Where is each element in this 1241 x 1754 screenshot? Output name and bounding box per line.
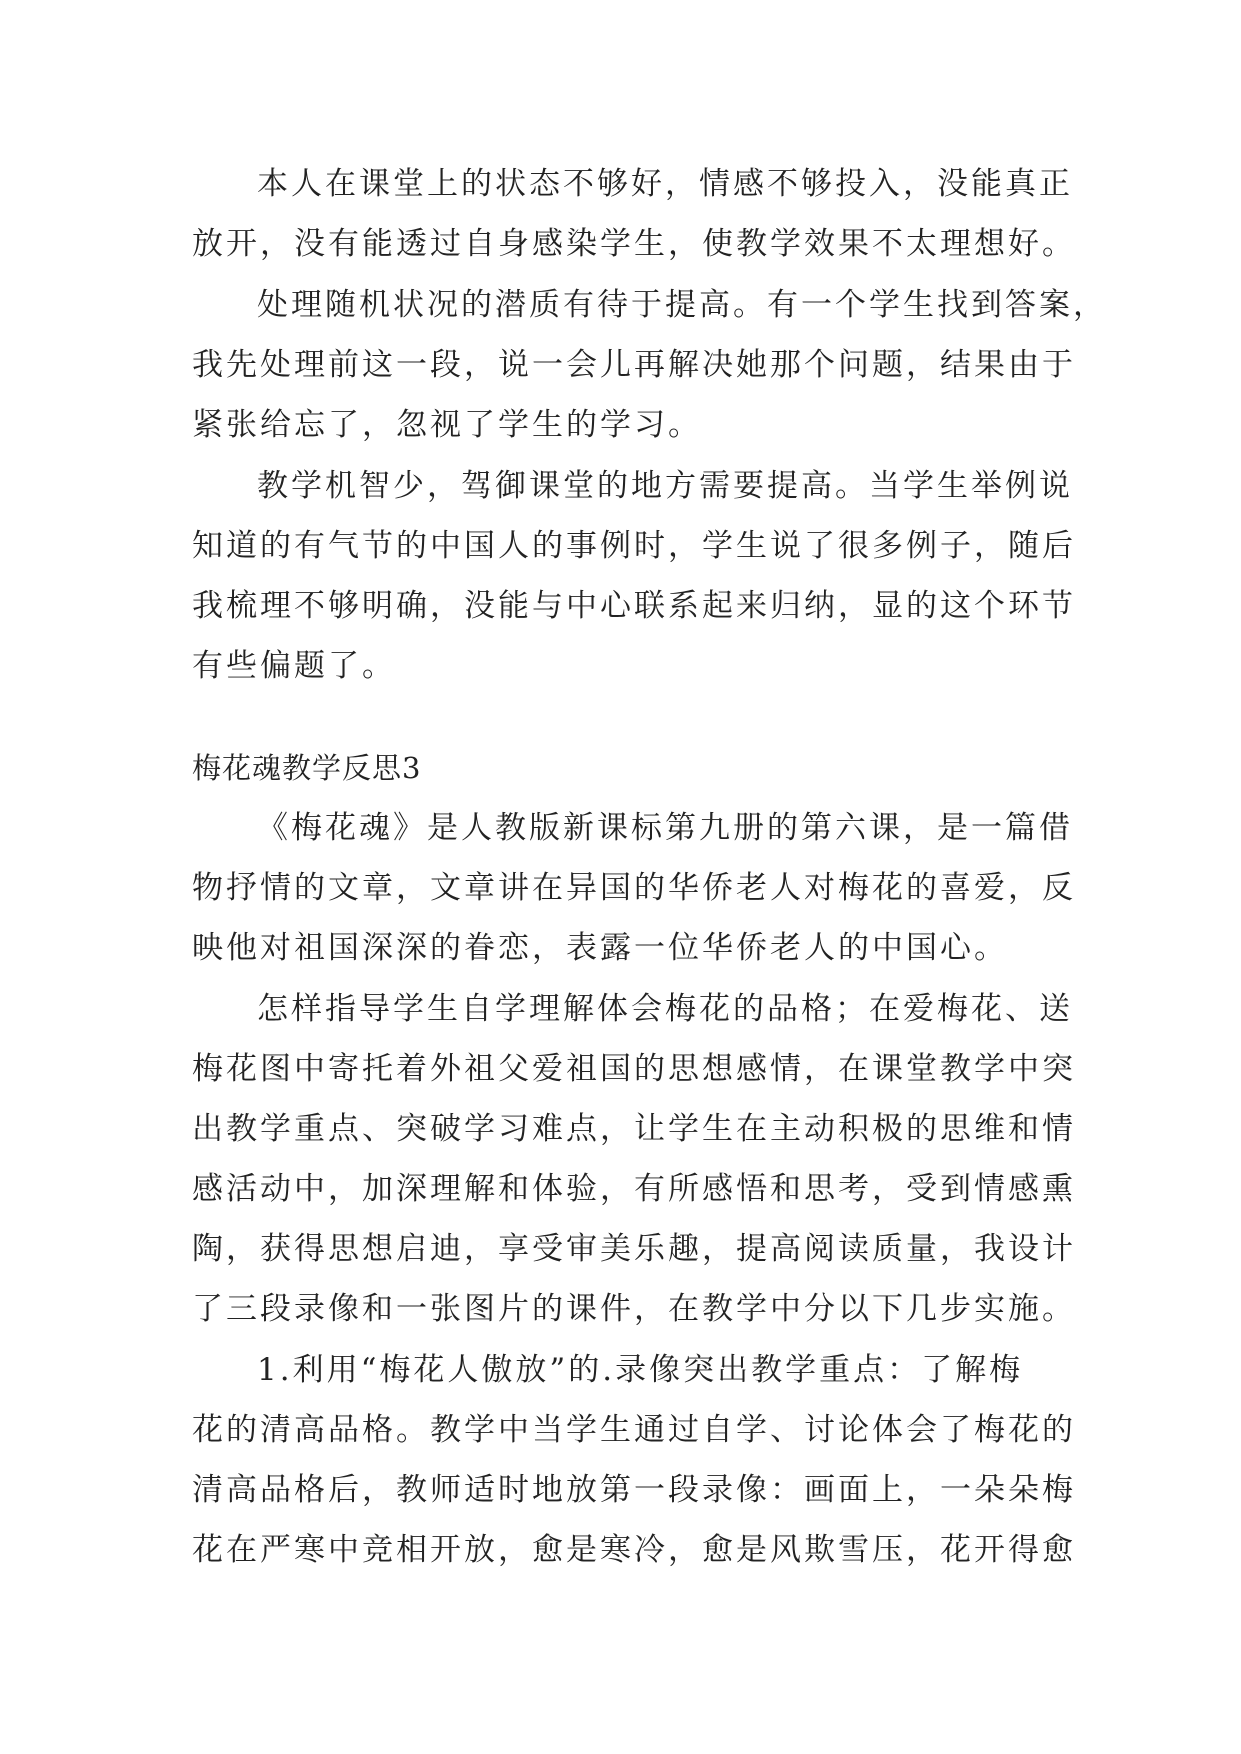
paragraph-line: 放开，没有能透过自身感染学生，使教学效果不太理想好。 — [192, 226, 1076, 262]
paragraph-line: 有些偏题了。 — [192, 648, 396, 684]
paragraph-line: 花在严寒中竞相开放，愈是寒冷，愈是风欺雪压，花开得愈 — [192, 1532, 1076, 1568]
paragraph-line: 花的清高品格。教学中当学生通过自学、讨论体会了梅花的 — [192, 1412, 1076, 1448]
paragraph-line: 清高品格后，教师适时地放第一段录像：画面上，一朵朵梅 — [192, 1472, 1076, 1508]
paragraph-line: 梅花图中寄托着外祖父爱祖国的思想感情，在课堂教学中突 — [192, 1051, 1076, 1087]
paragraph-line: 出教学重点、突破学习难点，让学生在主动积极的思维和情 — [192, 1111, 1076, 1147]
paragraph-line: 《梅花魂》是人教版新课标第九册的第六课，是一篇借 — [257, 810, 1073, 846]
paragraph-line: 了三段录像和一张图片的课件，在教学中分以下几步实施。 — [192, 1291, 1076, 1327]
paragraph-line: 物抒情的文章，文章讲在异国的华侨老人对梅花的喜爱，反 — [192, 870, 1076, 906]
paragraph-line: 映他对祖国深深的眷恋，表露一位华侨老人的中国心。 — [192, 930, 1008, 966]
paragraph-line: 怎样指导学生自学理解体会梅花的品格；在爱梅花、送 — [257, 991, 1073, 1027]
section-heading: 梅花魂教学反思3 — [192, 751, 422, 785]
paragraph-line: 处理随机状况的潜质有待于提高。有一个学生找到答案， — [257, 287, 1107, 323]
paragraph-line: 陶，获得思想启迪，享受审美乐趣，提高阅读质量，我设计 — [192, 1231, 1076, 1267]
paragraph-line: 知道的有气节的中国人的事例时，学生说了很多例子，随后 — [192, 528, 1076, 564]
paragraph-line: 紧张给忘了，忽视了学生的学习。 — [192, 407, 702, 443]
paragraph-line: 1.利用“梅花人傲放”的.录像突出教学重点：了解梅 — [257, 1352, 1024, 1388]
paragraph-line: 教学机智少，驾御课堂的地方需要提高。当学生举例说 — [257, 468, 1073, 504]
paragraph-line: 感活动中，加深理解和体验，有所感悟和思考，受到情感熏 — [192, 1171, 1076, 1207]
paragraph-line: 我梳理不够明确，没能与中心联系起来归纳，显的这个环节 — [192, 588, 1076, 624]
paragraph-line: 我先处理前这一段，说一会儿再解决她那个问题，结果由于 — [192, 347, 1076, 383]
paragraph-line: 本人在课堂上的状态不够好，情感不够投入，没能真正 — [257, 166, 1073, 202]
